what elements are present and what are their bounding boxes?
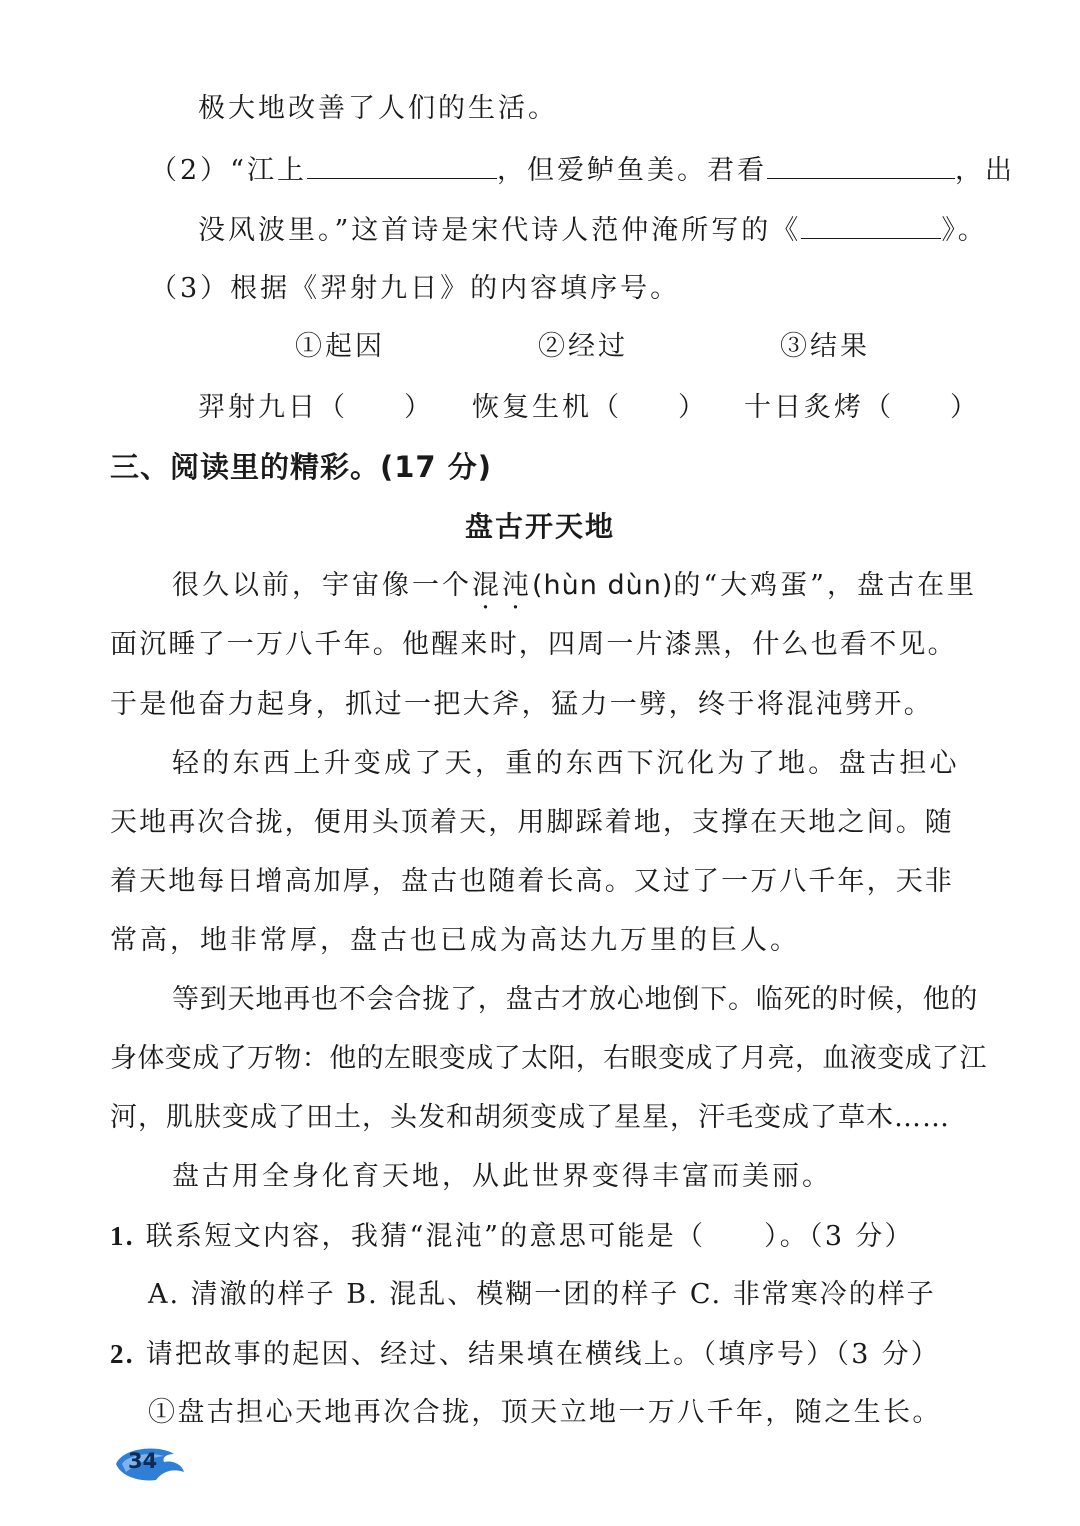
- question-3-prompt: （3）根据《羿射九日》的内容填序号。: [150, 273, 681, 304]
- fill-label: 恢复生机（: [472, 392, 622, 423]
- option-process: ②经过: [538, 331, 628, 362]
- passage-title: 盘古开天地: [464, 510, 615, 543]
- answer-blank[interactable]: [307, 152, 497, 179]
- question-number: 2.: [110, 1339, 135, 1369]
- question-2: [110, 1337, 940, 1372]
- dotted-char: 混: [472, 570, 502, 601]
- answer-blank[interactable]: [801, 212, 941, 239]
- passage-line: 着天地每日增高加厚，盘古也随着长高。又过了一万八千年，天非: [110, 866, 954, 897]
- q2-text: 没风波里。”这首诗是宋代诗人范仲淹所写的《: [198, 215, 802, 246]
- fill-label: 羿射九日（: [198, 392, 348, 423]
- q2-close: 》。: [941, 215, 988, 246]
- section-heading: 三、阅读里的精彩。(17 分): [110, 450, 492, 484]
- paren-close: ）: [678, 392, 708, 423]
- passage-line: 河，肌肤变成了田土，头发和胡须变成了星星，汗毛变成了草木……: [110, 1102, 950, 1133]
- question-number: 1.: [110, 1221, 135, 1251]
- passage-line: 面沉睡了一万八千年。他醒来时，四周一片漆黑，什么也看不见。: [110, 629, 957, 660]
- question-2-item: ①盘古担心天地再次合拢，顶天立地一万八千年，随之生长。: [148, 1397, 942, 1428]
- option-result: ③结果: [780, 331, 870, 362]
- question-text: 联系短文内容，我猜“混沌”的意思可能是（ ）。（3 分）: [145, 1221, 914, 1252]
- fill-item-1: [198, 391, 434, 425]
- fill-item-3: [744, 391, 980, 425]
- pinyin: (hùn dùn): [532, 570, 674, 601]
- q2-end: ，出: [954, 155, 1015, 186]
- passage-line: 轻的东西上升变成了天，重的东西下沉化为了地。盘古担心: [172, 748, 960, 779]
- question-1-options: A. 清澈的样子 B. 混乱、模糊一团的样子 C. 非常寒冷的样子: [148, 1279, 936, 1310]
- text-line: 极大地改善了人们的生活。: [198, 93, 558, 124]
- passage-line: 身体变成了万物：他的左眼变成了太阳，右眼变成了月亮，血液变成了江: [110, 1043, 987, 1074]
- option-cause: ①起因: [295, 331, 385, 362]
- q2-middle: ，但爱鲈鱼美。君看: [496, 155, 767, 186]
- paren-close: ）: [404, 392, 434, 423]
- passage-line: 等到天地再也不会合拢了，盘古才放心地倒下。临死的时候，他的: [172, 984, 979, 1015]
- dotted-char: 沌: [502, 570, 532, 601]
- question-1: [110, 1219, 914, 1254]
- passage-text: 的“大鸡蛋”，盘古在里: [673, 570, 977, 601]
- passage-line: 常高，地非常厚，盘古也已成为高达九万里的巨人。: [110, 925, 800, 956]
- passage-line: 于是他奋力起身，抓过一把大斧，猛力一劈，终于将混沌劈开。: [110, 689, 934, 720]
- question-text: 请把故事的起因、经过、结果填在横线上。（填序号）（3 分）: [145, 1339, 941, 1370]
- passage-line: 盘古用全身化育天地，从此世界变得丰富而美丽。: [172, 1161, 832, 1192]
- fill-item-2: [472, 391, 708, 425]
- question-2-line-2: [198, 212, 988, 248]
- answer-blank[interactable]: [767, 152, 955, 179]
- q2-prefix: （2）“江上: [150, 155, 307, 186]
- passage-line: 天地再次合拢，便用头顶着天，用脚踩着地，支撑在天地之间。随: [110, 807, 954, 838]
- fill-label: 十日炙烤（: [744, 392, 894, 423]
- question-2-line-1: [150, 152, 1015, 188]
- passage-line: [172, 569, 977, 603]
- page-number: 34: [128, 1449, 158, 1473]
- paren-close: ）: [950, 392, 980, 423]
- passage-text: 很久以前，宇宙像一个: [172, 570, 472, 601]
